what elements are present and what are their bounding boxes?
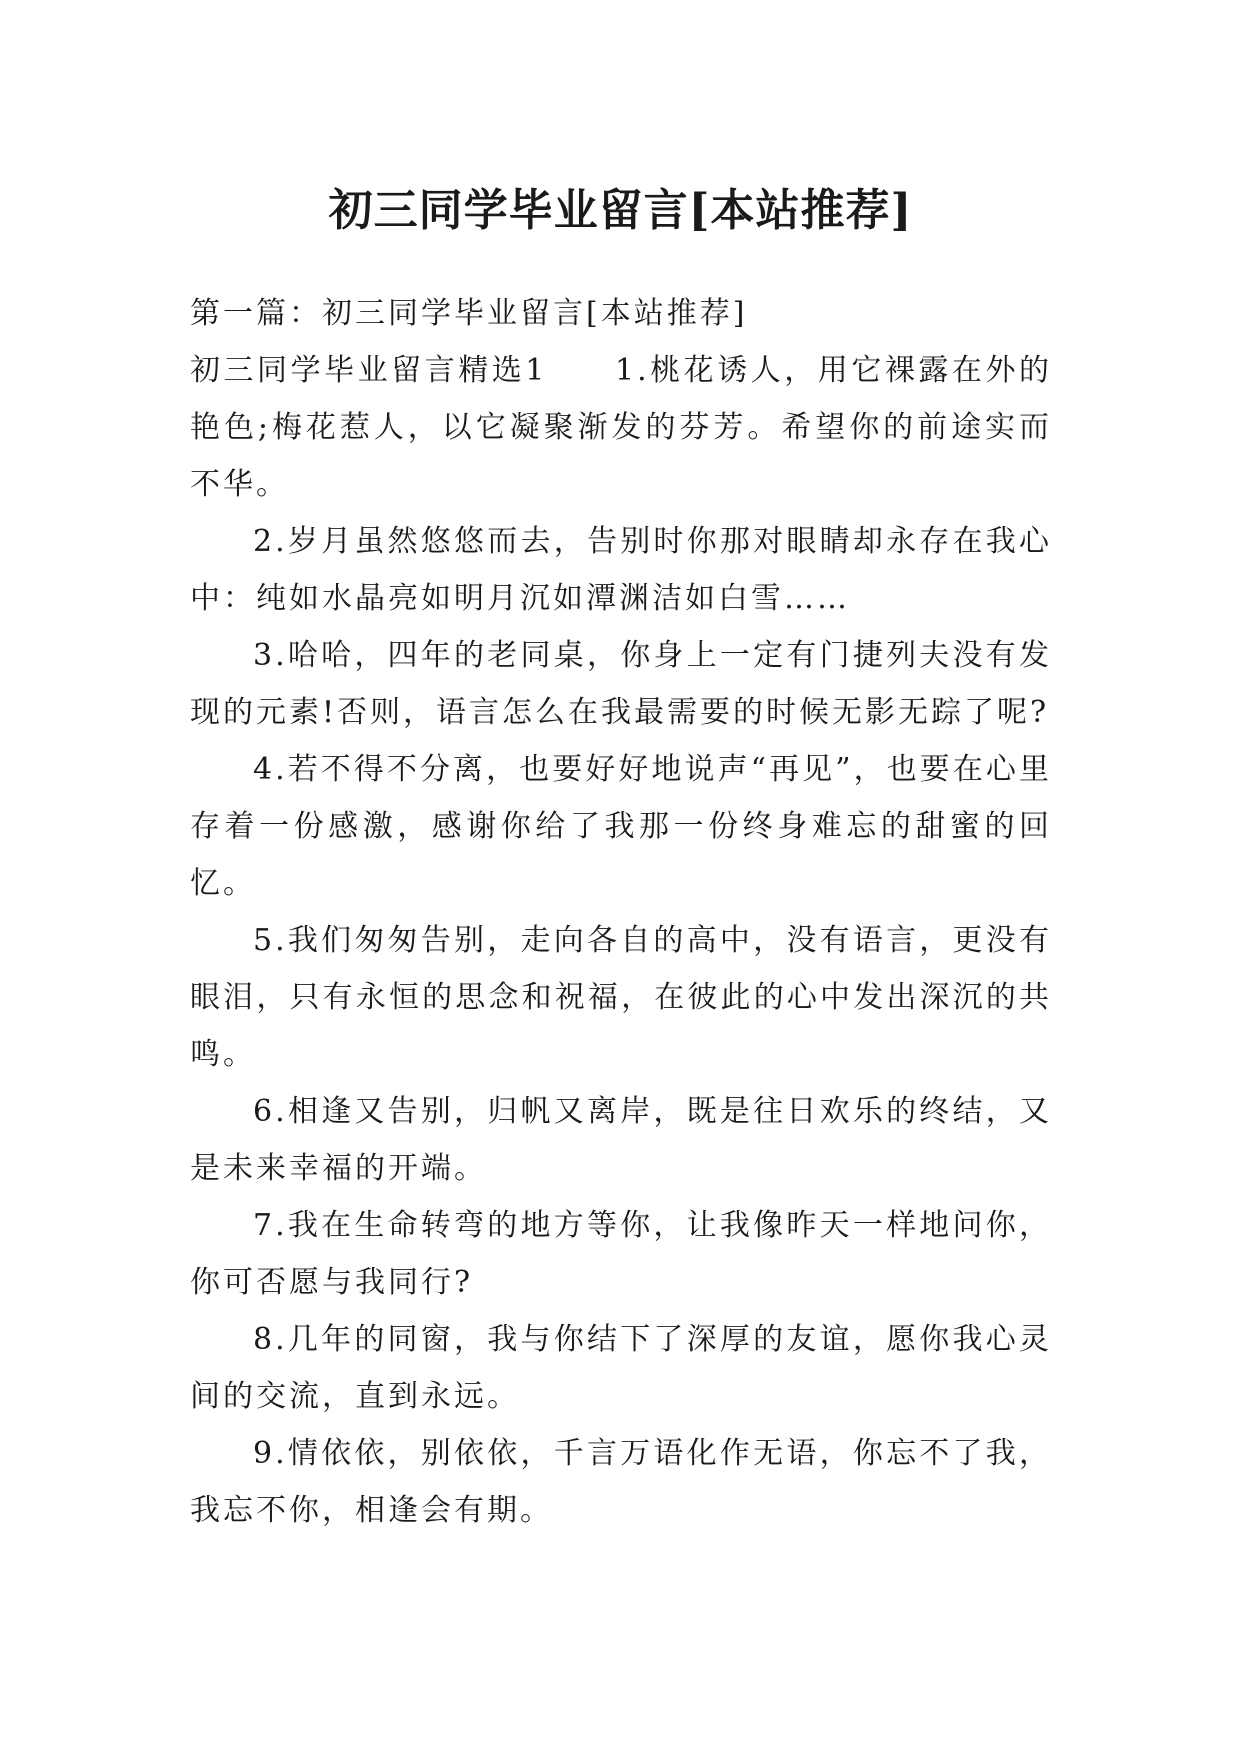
paragraph-item-8: 8.几年的同窗，我与你结下了深厚的友谊，愿你我心灵间的交流，直到永远。 [190, 1322, 1052, 1414]
paragraph-item-9: 9.情依依，别依依，千言万语化作无语，你忘不了我，我忘不你，相逢会有期。 [190, 1436, 1052, 1528]
paragraph-item-3: 3.哈哈，四年的老同桌，你身上一定有门捷列夫没有发现的元素!否则，语言怎么在我最需要的时候无影无踪了呢? [190, 638, 1052, 730]
paragraph-item-5: 5.我们匆匆告别，走向各自的高中，没有语言，更没有眼泪，只有永恒的思念和祝福，在彼此的心中发出深沉的共鸣。 [190, 923, 1052, 1072]
paragraph-item-7: 7.我在生命转弯的地方等你，让我像昨天一样地问你，你可否愿与我同行? [190, 1208, 1052, 1300]
paragraph-item-4: 4.若不得不分离，也要好好地说声“再见”，也要在心里存着一份感激，感谢你给了我那一份终身难忘的甜蜜的回忆。 [190, 752, 1052, 901]
paragraph-item-2: 2.岁月虽然悠悠而去，告别时你那对眼睛却永存在我心中：纯如水晶亮如明月沉如潭渊洁如白雪…… [190, 524, 1052, 616]
document-body [190, 285, 1052, 1539]
paragraph-section-heading: 第一篇：初三同学毕业留言[本站推荐] [190, 296, 748, 331]
paragraph-item-6: 6.相逢又告别，归帆又离岸，既是往日欢乐的终结，又是未来幸福的开端。 [190, 1094, 1052, 1186]
document-title: 初三同学毕业留言[本站推荐] [328, 185, 913, 237]
paragraph-item-1: 初三同学毕业留言精选1 1.桃花诱人，用它裸露在外的艳色;梅花惹人，以它凝聚渐发的芬芳。希望你的前途实而不华。 [190, 353, 1052, 502]
